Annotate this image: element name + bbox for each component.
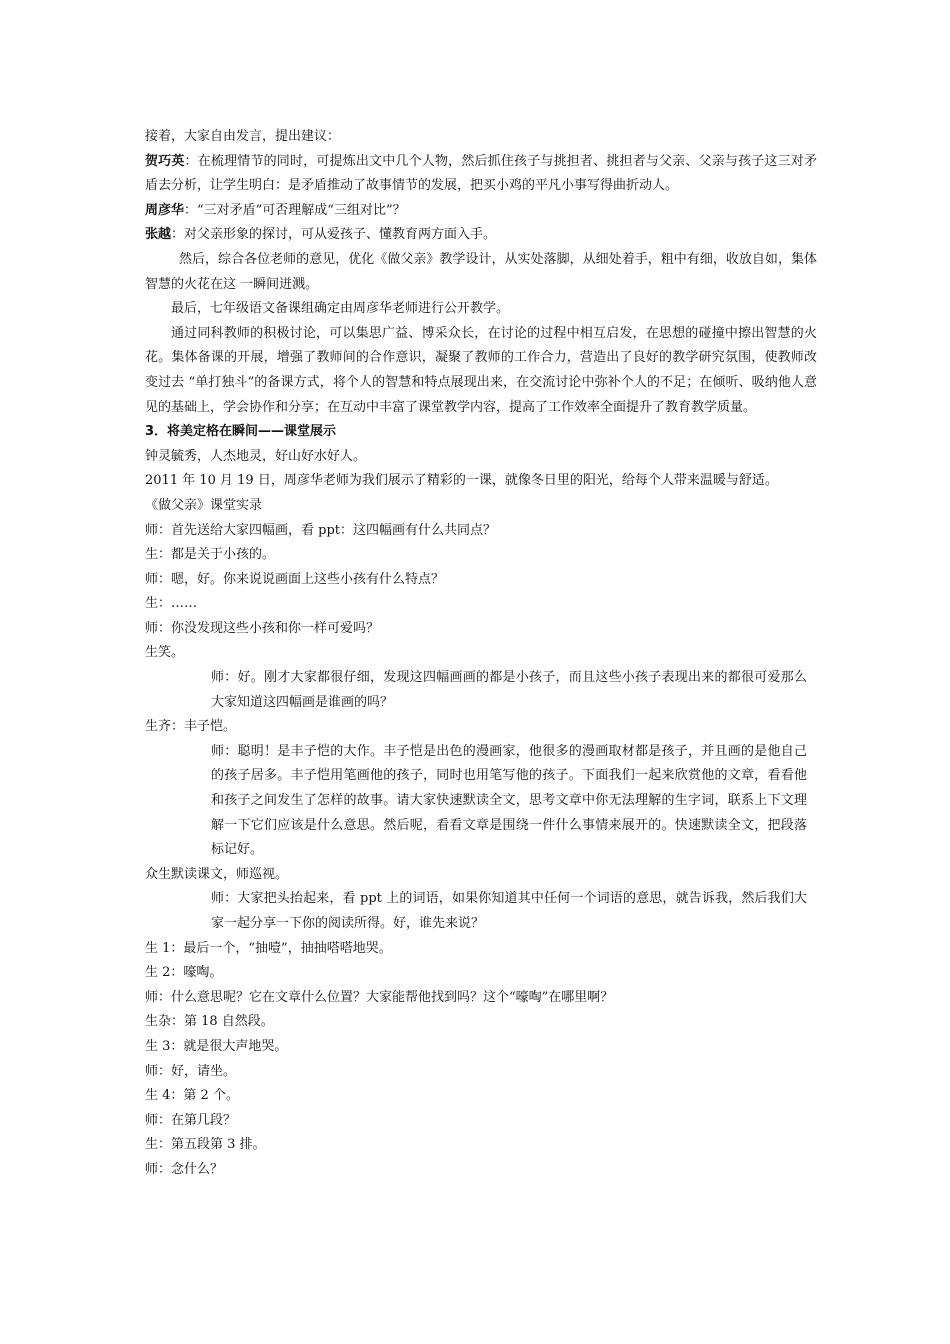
speaker-name: 贺巧英 [145, 153, 185, 169]
dialogue-line: 众生默读课文，师巡视。 [145, 866, 289, 882]
date-line: 2011 年 10 月 19 日，周彦华老师为我们展示了精彩的一课，就像冬日里的阳光，给每个人带来温暖与舒适。 [145, 473, 778, 489]
dialogue-line: 师：念什么？ [145, 1161, 224, 1177]
comment-text: ：对父亲形象的探讨，可从爱孩子、懂教育两方面入手。 [171, 227, 497, 243]
comment-zhang [145, 223, 817, 248]
paragraph-finally: 最后，七年级语文备课组确定由周彦华老师进行公开教学。 [171, 301, 510, 317]
dialogue-block: 师：大家把头抬起来，看 ppt 上的词语，如果你知道其中任何一个词语的意思，就告诉我，然后我们大家一起分享一下你的阅读所得。好，谁先来说？ [211, 891, 807, 931]
dialogue-line: 生杂：第 18 自然段。 [145, 1014, 274, 1030]
speaker-name: 张越 [145, 227, 172, 243]
dialogue-line: 生 2：嚎啕。 [145, 965, 223, 981]
document-page [145, 125, 817, 1183]
dialogue-block: 师：聪明！是丰子恺的大作。丰子恺是出色的漫画家，他很多的漫画取材都是孩子，并且画的是他自己的孩子居多。丰子恺用笔画他的孩子，同时也用笔写他的孩子。下面我们一起来欣赏他的文章，看看他和孩子之间发生了怎样的故事。请大家快速默读全文，思考文章中你无法理解的生字词，联系上下文理解一下它们应该是什么意思。然后呢，看看文章是围绕一件什么事情来展开的。快速默读全文，把段落标记好。 [211, 743, 807, 858]
paragraph-summary: 通过同科教师的积极讨论，可以集思广益、博采众长，在讨论的过程中相互启发，在思想的碰撞中擦出智慧的火花。集体备课的开展，增强了教师间的合作意识，凝聚了教师的工作合力，营造出了良好的教学研究氛围，使教师改变过去 “单打独斗”的备课方式，将个人的智慧和特点展现出来，在交流讨论中弥补个人的不足；在倾听、吸纳他人意见的基础上，学会协作和分享；在互动中丰富了课堂教学内容，提高了工作效率全面提升了教育教学质量。 [145, 325, 817, 415]
dialogue-line: 师：你没发现这些小孩和你一样可爱吗？ [145, 620, 380, 636]
dialogue-line: 师：首先送给大家四幅画，看 ppt：这四幅画有什么共同点？ [145, 522, 497, 538]
dialogue-line: 生齐：丰子恺。 [145, 719, 237, 735]
dialogue-line: 生：第五段第 3 排。 [145, 1137, 266, 1153]
speaker-name: 周彦华 [145, 202, 185, 218]
intro-line: 接着，大家自由发言，提出建议： [145, 129, 341, 144]
dialogue-line: 生笑。 [145, 645, 185, 661]
comment-he [145, 150, 817, 199]
dialogue-block: 师：好。刚才大家都很仔细，发现这四幅画画的都是小孩子，而且这些小孩子表现出来的都很可爱那么大家知道这四幅画是谁画的吗？ [211, 670, 807, 710]
paragraph-then: 然后，综合各位老师的意见，优化《做父亲》教学设计，从实处落脚，从细处着手，粗中有细，收放自如，集体智慧的火花在这 一瞬间迸溅。 [145, 251, 817, 292]
dialogue-line: 师：好，请坐。 [145, 1063, 237, 1079]
dialogue-line: 生：…… [145, 596, 198, 612]
section-heading: 3．将美定格在瞬间——课堂展示 [145, 424, 337, 440]
dialogue-line: 师：在第几段？ [145, 1112, 237, 1128]
dialogue-line: 生 4：第 2 个。 [145, 1088, 239, 1104]
comment-text: ：“三对矛盾”可否理解成“三组对比”？ [184, 202, 406, 218]
dialogue-line: 生 1：最后一个，“抽噎”，抽抽嗒嗒地哭。 [145, 940, 392, 956]
dialogue-line: 生：都是关于小孩的。 [145, 547, 276, 563]
dialogue-line: 生 3：就是很大声地哭。 [145, 1038, 288, 1054]
dialogue-line: 师：什么意思呢？它在文章什么位置？大家能帮他找到吗？这个“嚎啕”在哪里啊？ [145, 989, 614, 1005]
comment-text: ：在梳理情节的同时，可提炼出文中几个人物，然后抓住孩子与挑担者、挑担者与父亲、父亲与孩子这三对矛盾去分析，让学生明白：是矛盾推动了故事情节的发展，把买小鸡的平凡小事写得曲折动人。 [145, 153, 817, 194]
record-title: 《做父亲》课堂实录 [145, 497, 263, 513]
dialogue-line: 师：嗯，好。你来说说画面上这些小孩有什么特点？ [145, 571, 445, 587]
tagline: 钟灵毓秀，人杰地灵，好山好水好人。 [145, 448, 367, 464]
classroom-dialogue [145, 519, 817, 1183]
comment-zhou [145, 199, 817, 224]
